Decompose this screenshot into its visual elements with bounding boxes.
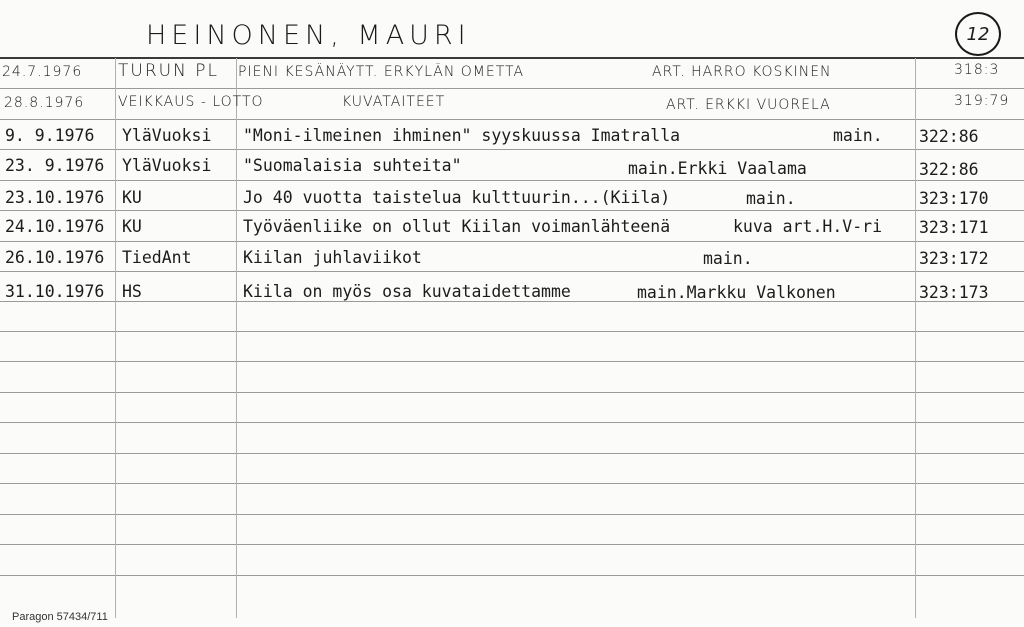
rule [0, 331, 1024, 332]
entry-note: main. [833, 126, 883, 145]
entry-ref: 323:173 [919, 283, 989, 302]
entry-date: 28.8.1976 [4, 95, 85, 111]
entry-date: 24.7.1976 [2, 64, 83, 80]
rule [0, 575, 1024, 576]
entry-note: ART. HARRO KOSKINEN [652, 64, 832, 80]
entry-title: PIENI KESÄNÄYTT. ERKYLÄN OMETTA [238, 64, 525, 80]
rule [0, 271, 1024, 272]
entry-source: TiedAnt [122, 248, 192, 267]
entry-source: YläVuoksi [122, 126, 212, 145]
rule [0, 180, 1024, 181]
entry-source: KU [122, 217, 142, 236]
entry-source: KU [122, 188, 142, 207]
entry-ref: 323:171 [919, 218, 989, 237]
entry-title: "Moni-ilmeinen ihminen" syyskuussa Imatralla [243, 126, 681, 145]
entry-date: 23.10.1976 [5, 188, 105, 207]
entry-title: Kiila on myös osa kuvataidettamme [243, 282, 571, 301]
rule [0, 301, 1024, 302]
column-divider [115, 58, 116, 618]
entry-source: VEIKKAUS - LOTTO [118, 94, 264, 110]
entry-date: 24.10.1976 [5, 217, 105, 236]
entry-ref: 322:86 [919, 127, 979, 146]
entry-date: 31.10.1976 [5, 282, 105, 301]
entry-source: YläVuoksi [122, 156, 212, 175]
entry-source: TURUN PL [118, 61, 219, 81]
entry-ref: 322:86 [919, 160, 979, 179]
rule [0, 483, 1024, 484]
entry-title: Kiilan juhlaviikot [243, 248, 422, 267]
card-name: HEINONEN, MAURI [146, 20, 471, 51]
entry-source: HS [122, 282, 142, 301]
rule [0, 392, 1024, 393]
rule [0, 149, 1024, 150]
entry-date: 23. 9.1976 [5, 156, 105, 175]
entry-ref: 319:79 [954, 93, 1010, 109]
entry-ref: 318:3 [954, 62, 1000, 78]
entry-ref: 323:172 [919, 249, 989, 268]
entry-note: kuva art.H.V-ri [733, 217, 883, 236]
entry-title: "Suomalaisia suhteita" [243, 156, 462, 175]
rule [0, 88, 1024, 89]
rule [0, 544, 1024, 545]
entry-note: main.Erkki Vaalama [628, 159, 807, 178]
entry-note: main.Markku Valkonen [637, 283, 836, 302]
entry-title: Työväenliike on ollut Kiilan voimanlähteenä [243, 217, 671, 236]
entry-date: 9. 9.1976 [5, 126, 95, 145]
column-divider [236, 58, 237, 618]
entry-note: main. [746, 189, 796, 208]
rule [0, 241, 1024, 242]
column-divider [915, 58, 916, 618]
entry-note: ART. ERKKI VUORELA [666, 97, 831, 113]
entry-date: 26.10.1976 [5, 248, 105, 267]
entry-title: Jo 40 vuotta taistelua kulttuurin...(Kiila) [243, 188, 671, 207]
card-number: 12 [955, 12, 1001, 56]
entry-title: KUVATAITEET [342, 94, 446, 110]
rule [0, 361, 1024, 362]
rule [0, 422, 1024, 423]
entry-note: main. [703, 249, 753, 268]
rule [0, 210, 1024, 211]
rule [0, 453, 1024, 454]
entry-ref: 323:170 [919, 189, 989, 208]
card-footer: Paragon 57434/711 [12, 611, 108, 623]
header-rule [0, 57, 1024, 59]
rule [0, 119, 1024, 120]
rule [0, 514, 1024, 515]
